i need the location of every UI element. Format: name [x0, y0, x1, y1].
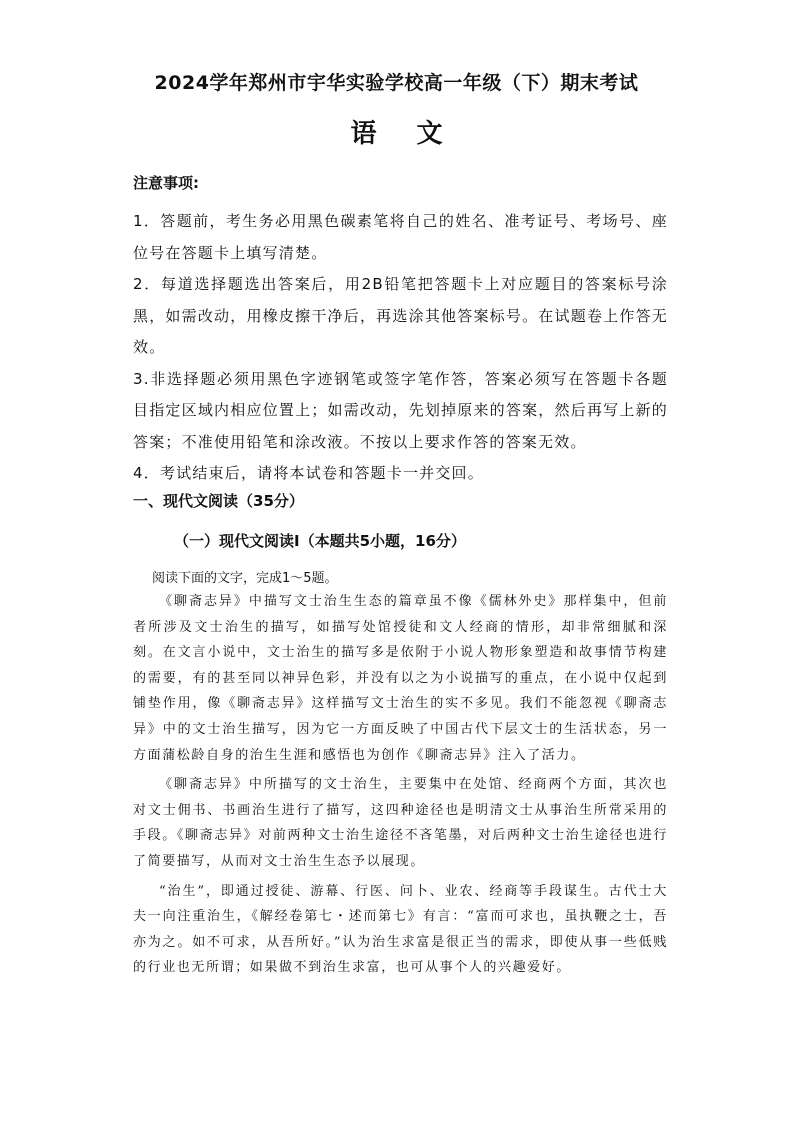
notice-item: 3.非选择题必须用黑色字迹钢笔或签字笔作答，答案必须写在答题卡各题目指定区域内相应位置上；如需改动，先划掉原来的答案，然后再写上新的答案；不准使用铅笔和涂改液。不按以上要求作答的答案无效。 — [133, 369, 668, 451]
notice-item: 4．考试结束后，请将本试卷和答题卡一并交回。 — [133, 464, 484, 482]
passage-paragraph: 《聊斋志异》中描写文士治生生态的篇章虽不像《儒林外史》那样集中，但前者所涉及文士治生的描写，如描写处馆授徒和文人经商的情形，却非常细腻和深刻。在文言小说中，文士治生的描写多是依附于小说人物形象塑造和故事情节构建的需要，有的甚至同以神异色彩，并没有以之为小说描写的重点，在小说中仅起到铺垫作用，像《聊斋志异》这样描写文士治生的实不多见。我们不能忽视《聊斋志异》中的文士治生描写，因为它一方面反映了中国古代下层文士的生活状态，另一方面蒲松龄自身的治生生涯和感悟也为创作《聊斋志异》注入了活力。 — [133, 594, 668, 763]
notice-list — [133, 206, 668, 490]
subject-title: 语文 — [350, 119, 483, 149]
exam-title: 2024学年郑州市宇华实验学校高一年级（下）期末考试 — [154, 72, 639, 94]
subsection-heading: （一）现代文阅读I（本题共5小题，16分） — [174, 532, 466, 550]
notice-heading: 注意事项: — [133, 174, 199, 192]
section-heading: 一、现代文阅读（35分） — [133, 492, 304, 510]
reading-passage — [133, 589, 668, 985]
reading-instruction: 阅读下面的文字，完成1～5题。 — [152, 571, 338, 586]
passage-paragraph: “治生”，即通过授徒、游幕、行医、问卜、业农、经商等手段谋生。古代士大夫一向注重治生，《解经卷第七・述而第七》有言：“富而可求也，虽执鞭之士，吾亦为之。如不可求，从吾所好。”认为治生求富是很正当的需求，即使从事一些低贱的行业也无所谓；如果做不到治生求富，也可从事个人的兴趣爱好。 — [133, 883, 668, 976]
passage-paragraph: 《聊斋志异》中所描写的文士治生，主要集中在处馆、经商两个方面，其次也对文士佣书、书画治生进行了描写，这四种途径也是明清文士从事治生所常采用的手段。《聊斋志异》对前两种文士治生途径不吝笔墨，对后两种文士治生途径也进行了简要描写，从而对文士治生生态予以展现。 — [133, 777, 668, 869]
notice-item: 1．答题前，考生务必用黑色碳素笔将自己的姓名、准考证号、考场号、座位号在答题卡上填写清楚。 — [133, 212, 668, 262]
notice-item: 2．每道选择题选出答案后，用2B铅笔把答题卡上对应题目的答案标号涂黑，如需改动，用橡皮擦干净后，再选涂其他答案标号。在试题卷上作答无效。 — [133, 275, 668, 356]
